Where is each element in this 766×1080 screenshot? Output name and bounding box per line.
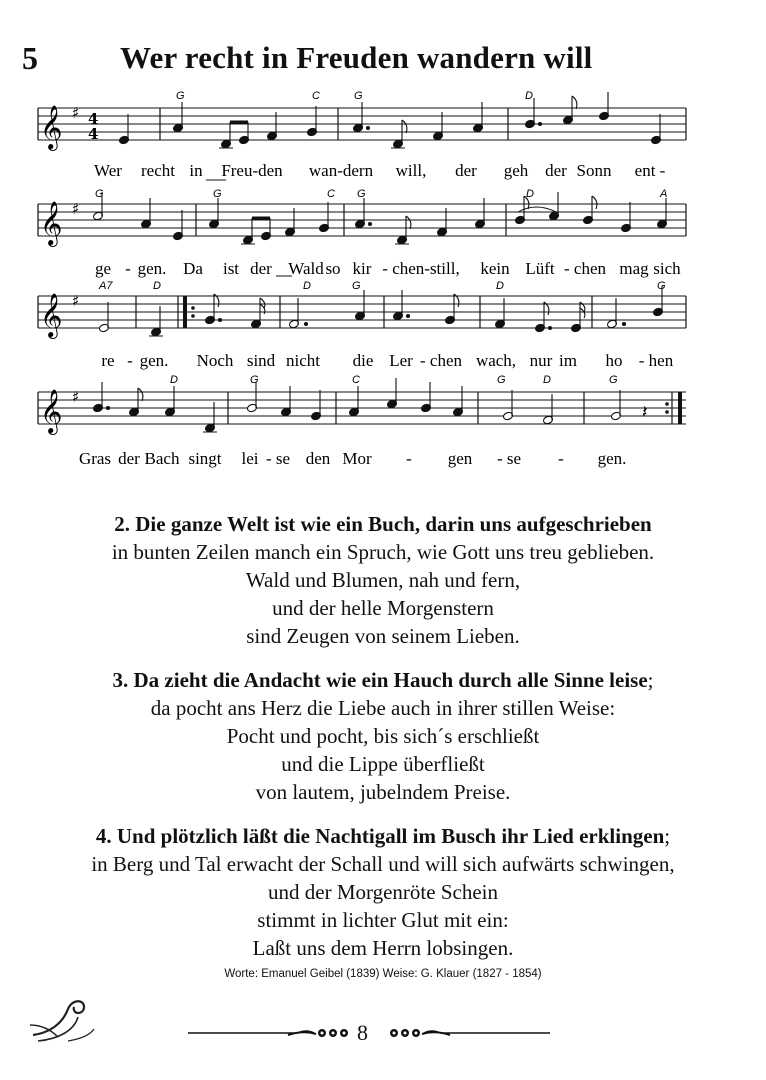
verse-line: in Berg und Tal erwacht der Schall und will sich aufwärts schwingen, <box>91 852 675 876</box>
lyric-syllable: ent - <box>634 161 666 180</box>
chord-symbol: G <box>609 374 618 386</box>
lyric-syllable: mag <box>619 259 649 278</box>
song-title: Wer recht in Freuden wandern will <box>120 40 593 75</box>
chord-symbol: G <box>95 188 104 200</box>
chord-symbol: C <box>327 188 335 200</box>
verse-first-line: 2. Die ganze Welt ist wie ein Buch, darin uns aufgeschrieben <box>114 512 652 536</box>
lyric-syllable: in <box>189 161 203 180</box>
chord-symbol: G <box>352 280 361 292</box>
lyric-syllable: kein <box>480 259 510 278</box>
lyric-syllable: Ler <box>389 351 413 370</box>
lyric-syllable: so <box>325 259 341 278</box>
treble-clef: 𝄞 <box>40 201 63 245</box>
lyric-row <box>79 449 626 468</box>
lyric-row <box>94 161 666 180</box>
lyric-syllable: gen. <box>139 351 169 370</box>
chord-symbol: D <box>543 374 551 386</box>
chord-symbol: D <box>496 280 504 292</box>
song-number: 5 <box>22 40 38 76</box>
lyric-syllable: - <box>558 449 564 468</box>
time-signature-top: 4 <box>88 110 99 128</box>
verse-line: und der helle Morgenstern <box>272 596 494 620</box>
chord-row <box>98 280 666 292</box>
lyric-syllable: gen <box>447 449 473 468</box>
lyric-syllable: lei <box>241 449 259 468</box>
footer-ornament-right <box>384 1022 550 1042</box>
lyric-syllable: - <box>125 259 131 278</box>
repeat-dot <box>191 306 195 310</box>
lyric-syllable: gen. <box>137 259 167 278</box>
chord-symbol: D <box>526 188 534 200</box>
verse-line: von lautem, jubelndem Preise. <box>255 780 511 804</box>
lyric-syllable: Wald <box>288 259 324 278</box>
chord-row <box>170 374 618 386</box>
lyric-syllable: - <box>406 449 412 468</box>
chord-symbol: G <box>176 90 185 102</box>
verse-line: in bunten Zeilen manch ein Spruch, wie Gott uns treu geblieben. <box>111 540 655 564</box>
verse-line: da pocht ans Herz die Liebe auch in ihrer stillen Weise: <box>150 696 616 720</box>
chord-symbol: G <box>657 280 666 292</box>
chord-symbol: D <box>170 374 178 386</box>
staff-1 <box>0 88 766 186</box>
final-barline-thick <box>678 392 682 424</box>
repeat-dot <box>665 410 669 414</box>
corner-flourish-icon <box>28 995 98 1045</box>
chord-symbol: C <box>352 374 360 386</box>
chord-symbol: A7 <box>99 280 113 292</box>
lyric-syllable: will, <box>395 161 427 180</box>
repeat-dot <box>665 402 669 406</box>
chord-symbol: G <box>357 188 366 200</box>
page-number: 8 <box>357 1020 368 1045</box>
lyric-row <box>95 259 681 278</box>
notes <box>93 378 622 433</box>
lyric-syllable: der <box>118 449 140 468</box>
key-signature-sharp: ♯ <box>72 292 80 310</box>
verse-line: Laßt uns dem Herrn lobsingen. <box>252 936 514 960</box>
lyric-syllable: der <box>455 161 477 180</box>
lyric-syllable: ist <box>222 259 240 278</box>
lyric-syllable: wach, <box>475 351 517 370</box>
lyric-syllable: Gras <box>78 449 112 468</box>
lyric-row <box>101 351 673 370</box>
lyric-syllable: - chen-still, <box>382 259 460 278</box>
lyric-syllable: Da <box>183 259 203 278</box>
lyric-syllable: - chen <box>419 351 463 370</box>
chord-symbol: G <box>497 374 506 386</box>
footer-ornament-left <box>188 1022 354 1042</box>
lyric-syllable: nicht <box>286 351 320 370</box>
staff-4 <box>0 372 766 472</box>
lyric-syllable: gen. <box>597 449 627 468</box>
notes <box>93 192 668 245</box>
lyric-syllable: recht <box>141 161 175 180</box>
verse-line: Wald und Blumen, nah und fern, <box>245 568 521 592</box>
treble-clef: 𝄞 <box>40 105 63 149</box>
lyric-syllable: Sonn <box>576 161 612 180</box>
verse-line: Pocht und pocht, bis sich´s erschließt <box>226 724 540 748</box>
lyric-syllable: kir <box>352 259 372 278</box>
lyric-syllable: Bach <box>144 449 180 468</box>
lyric-syllable: geh <box>503 161 529 180</box>
lyric-syllable: ho <box>605 351 623 370</box>
chord-symbol: D <box>153 280 161 292</box>
chord-symbol: D <box>303 280 311 292</box>
treble-clef: 𝄞 <box>40 293 63 337</box>
repeat-barline-thick <box>183 296 187 328</box>
chord-symbol: G <box>250 374 259 386</box>
verse-2 <box>0 510 766 650</box>
quarter-rest: 𝄽 <box>642 402 648 423</box>
credits: Worte: Emanuel Geibel (1839) Weise: G. Klauer (1827 - 1854) <box>224 968 542 980</box>
staff-2 <box>0 186 766 284</box>
lyric-syllable: - hen <box>638 351 674 370</box>
verse-punct: ; <box>647 668 654 692</box>
lyric-syllable: - se <box>265 449 291 468</box>
verse-first-line: 4. Und plötzlich läßt die Nachtigall im Busch ihr Lied erklingen <box>95 824 665 848</box>
lyric-syllable: Wer <box>94 161 122 180</box>
staff-lines <box>38 296 686 328</box>
chord-symbol: A <box>660 188 668 200</box>
lyric-syllable: ge <box>94 259 112 278</box>
chord-symbol: G <box>354 90 363 102</box>
lyric-syllable: re <box>101 351 115 370</box>
lyric-syllable: Lüft <box>525 259 555 278</box>
treble-clef: 𝄞 <box>40 389 63 433</box>
verse-punct: ; <box>664 824 671 848</box>
chord-symbol: C <box>312 90 320 102</box>
lyric-syllable: Freu-den <box>221 161 283 180</box>
chord-row <box>176 90 533 102</box>
chord-row <box>95 188 667 200</box>
lyric-syllable: singt <box>188 449 222 468</box>
lyric-syllable: - se <box>496 449 522 468</box>
verse-line: stimmt in lichter Glut mit ein: <box>257 908 509 932</box>
lyric-syllable: sich <box>653 259 681 278</box>
verse-line: und die Lippe überfließt <box>281 752 485 776</box>
lyric-syllable: den <box>305 449 331 468</box>
staff-3 <box>0 278 766 376</box>
lyric-syllable: - chen <box>563 259 607 278</box>
lyric-syllable: - <box>127 351 133 370</box>
verse-line: und der Morgenröte Schein <box>268 880 498 904</box>
lyric-syllable: der <box>545 161 567 180</box>
time-signature-bottom: 4 <box>88 125 99 143</box>
lyric-syllable: Mor <box>342 449 372 468</box>
key-signature-sharp: ♯ <box>72 388 80 406</box>
lyric-syllable: die <box>352 351 374 370</box>
repeat-dot <box>191 314 195 318</box>
verse-line: sind Zeugen von seinem Lieben. <box>246 624 520 648</box>
chord-symbol: D <box>525 90 533 102</box>
key-signature-sharp: ♯ <box>72 200 80 218</box>
verse-3 <box>0 666 766 806</box>
lyric-syllable: wan-dern <box>308 161 374 180</box>
lyric-syllable: sind <box>246 351 276 370</box>
verse-first-line: 3. Da zieht die Andacht wie ein Hauch durch alle Sinne leise <box>112 668 648 692</box>
lyric-syllable: der <box>250 259 272 278</box>
lyric-syllable: nur <box>529 351 553 370</box>
lyric-syllable: im <box>559 351 577 370</box>
chord-symbol: G <box>213 188 222 200</box>
key-signature-sharp: ♯ <box>72 104 80 122</box>
verse-4 <box>0 822 766 962</box>
lyric-syllable: Noch <box>196 351 234 370</box>
